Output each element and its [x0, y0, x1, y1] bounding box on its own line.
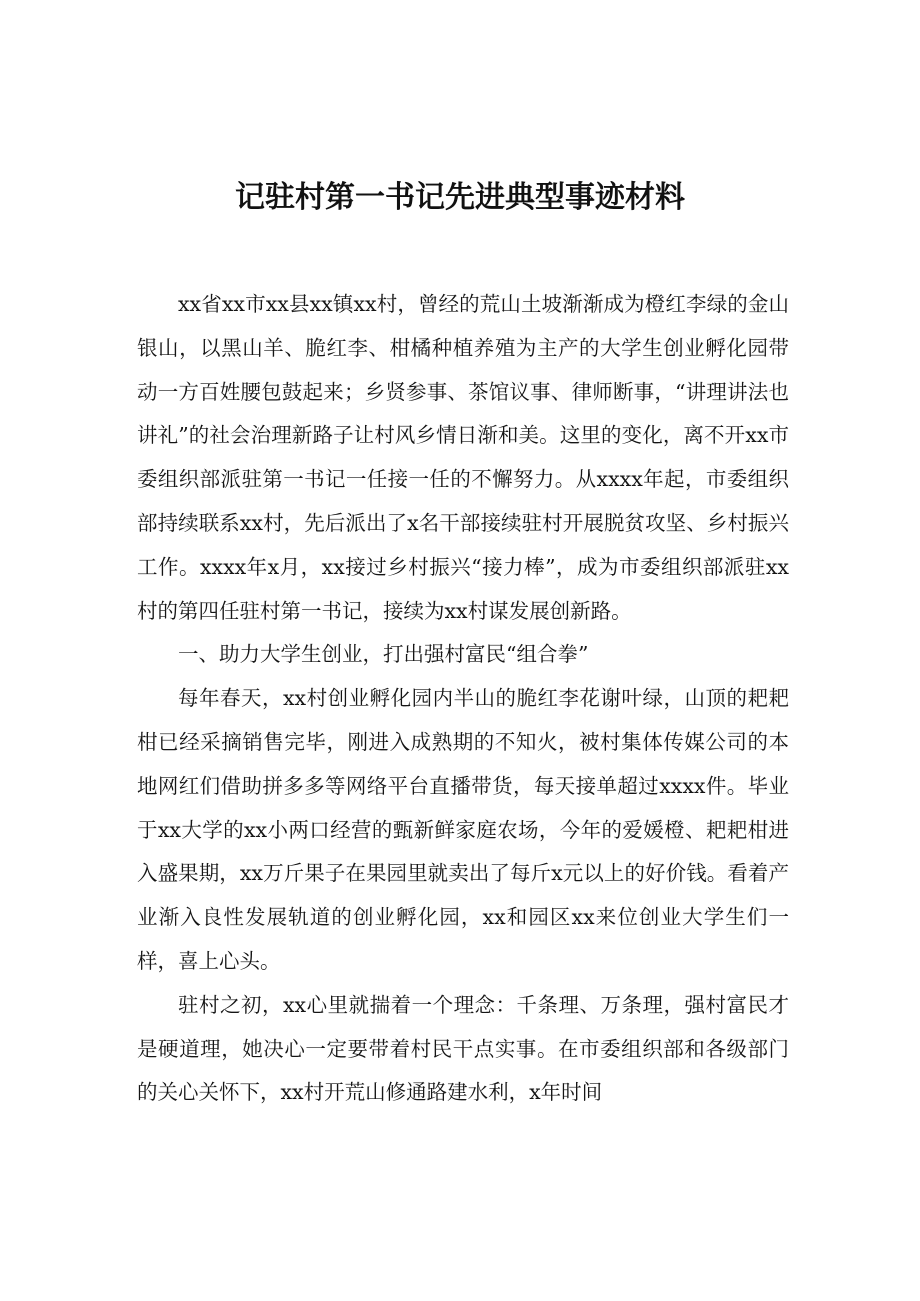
document-title: 记驻村第一书记先进典型事迹材料 [235, 180, 685, 215]
paragraph-section-1: 每年春天，xx村创业孵化园内半山的脆红李花谢叶绿，山顶的耙耙柑已经采摘销售完毕，刚进入成熟期的不知火，被村集体传媒公司的本地网红们借助拼多多等网络平台直播带货，每天接单超过xxxx件。毕业于xx大学的xx小两口经营的甄新鲜家庭农场，今年的爱媛橙、耙耙柑进入盛果期，xx万斤果子在果园里就卖出了每斤x元以上的好价钱。看着产业渐入良性发展轨道的创业孵化园，xx和园区xx来位创业大学生们一样，喜上心头。 [137, 686, 789, 973]
section-heading-1: 一、助力大学生创业，打出强村富民“组合拳” [178, 642, 589, 667]
paragraph-intro: xx省xx市xx县xx镇xx村，曾经的荒山土坡渐渐成为橙红李绿的金山银山，以黑山羊、脆红李、柑橘种植养殖为主产的大学生创业孵化园带动一方百姓腰包鼓起来；乡贤参事、茶馆议事、律师断事，“讲理讲法也讲礼”的社会治理新路子让村风乡情日渐和美。这里的变化，离不开xx市委组织部派驻第一书记一任接一任的不懈努力。从xxxx年起，市委组织部持续联系xx村，先后派出了x名干部接续驻村开展脱贫攻坚、乡村振兴工作。xxxx年x月，xx接过乡村振兴“接力棒”，成为市委组织部派驻xx村的第四任驻村第一书记，接续为xx村谋发展创新路。 [137, 292, 789, 623]
document-body [137, 283, 789, 1115]
paragraph-section-1-continued: 驻村之初，xx心里就揣着一个理念：千条理、万条理，强村富民才是硬道理，她决心一定要带着村民干点实事。在市委组织部和各级部门的关心关怀下，xx村开荒山修通路建水利，x年时间 [137, 992, 789, 1105]
